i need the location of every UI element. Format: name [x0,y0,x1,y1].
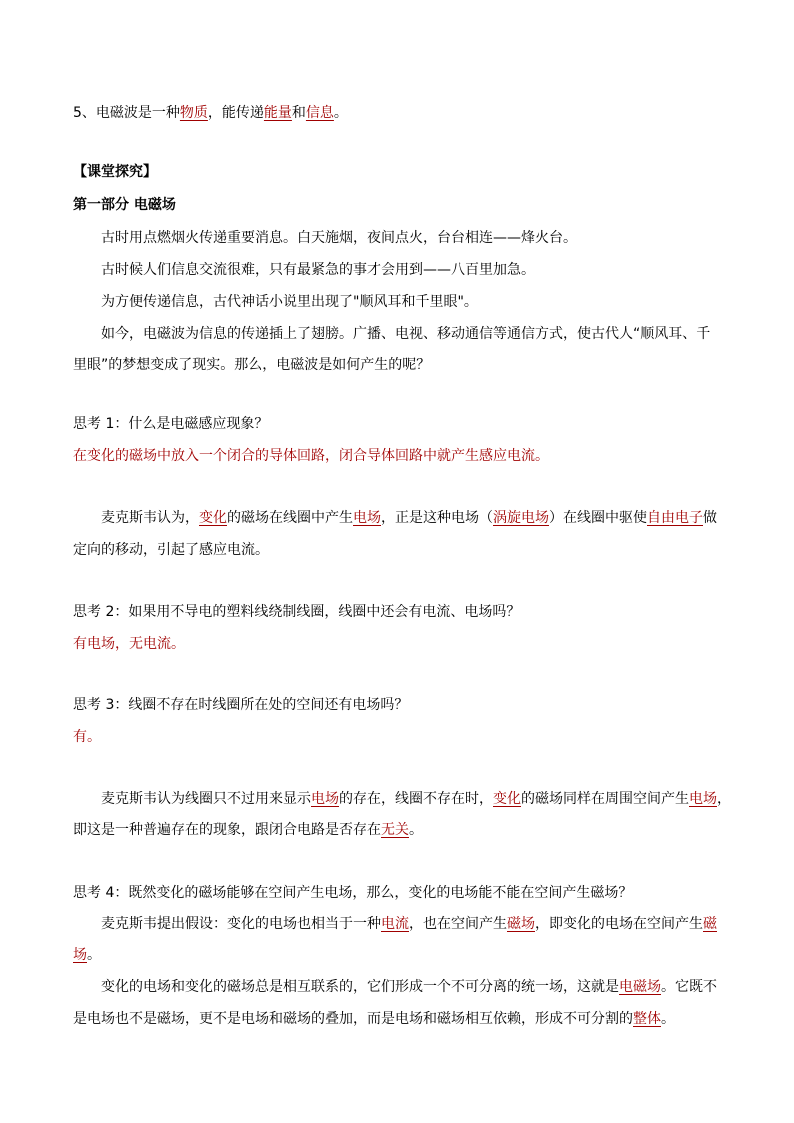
question-4 [73,883,733,903]
question-2 [73,602,733,622]
paragraph-line [73,945,733,965]
answer-blank: 变化 [199,510,227,526]
text: ，即变化的电场在空间产生 [535,916,703,932]
text: ，也在空间产生 [409,916,507,932]
answer-blank: 磁场 [507,916,535,932]
text: 。 [333,105,348,121]
text: 【课堂探究】 [73,164,157,180]
answer-blank: 自由电子 [647,510,703,526]
answer-blank: 能量 [263,105,292,121]
text: 的磁场同样在周围空间产生 [521,791,689,807]
text: ）在线圈中驱使 [549,510,647,526]
text: 思考 3：线圈不存在时线圈所在处的空间还有电场吗？ [73,697,409,713]
text: 和 [291,105,306,121]
paragraph-line [101,292,761,312]
text: 有。 [73,729,101,745]
answer-blank: 磁 [703,916,717,932]
text: 麦克斯韦认为线圈只不过用来显示 [101,791,311,807]
text: 5、电磁波是一种 [73,105,180,121]
text: 古时候人们信息交流很难，只有最紧急的事才会用到——八百里加急。 [101,262,535,278]
text: 如今，电磁波为信息的传递插上了翅膀。广播、电视、移动通信等通信方式，使古代人“顺风耳、千 [101,326,711,342]
text: 。 [661,1011,675,1027]
text: 。它既不 [661,979,717,995]
text: 做 [703,510,717,526]
answer-blank: 无关 [381,822,409,838]
text: 麦克斯韦认为， [101,510,199,526]
answer-blank: 物质 [179,105,208,121]
text: 有电场，无电流。 [73,636,185,652]
text: 在变化的磁场中放入一个闭合的导体回路，闭合导体回路中就产生感应电流。 [73,448,549,464]
text: 定向的移动，引起了感应电流。 [73,542,269,558]
answer-3 [73,727,733,747]
text: ，能传递 [207,105,264,121]
text: 。 [87,947,101,963]
question-1 [73,414,733,434]
paragraph-line [101,977,761,997]
text: 为方便传递信息，古代神话小说里出现了"顺风耳和千里眼"。 [101,294,478,310]
text: ， [717,791,731,807]
answer-blank: 整体 [633,1011,661,1027]
answer-blank: 电场 [311,791,339,807]
line-item-5 [73,103,733,123]
text: 古时用点燃烟火传递重要消息。白天施烟，夜间点火，台台相连——烽火台。 [101,230,577,246]
text: 思考 4：既然变化的磁场能够在空间产生电场，那么，变化的电场能不能在空间产生磁场？ [73,885,633,901]
text: 。 [409,822,423,838]
answer-blank: 电场 [689,791,717,807]
paragraph-line [101,914,761,934]
text: 的存在，线圈不存在时， [339,791,493,807]
text: 麦克斯韦提出假设：变化的电场也相当于一种 [101,916,381,932]
text: 变化的电场和变化的磁场总是相互联系的，它们形成一个不可分离的统一场，这就是 [101,979,619,995]
paragraph-line [73,540,733,560]
part-title [73,195,733,215]
paragraph-line [101,260,761,280]
text: 第一部分 电磁场 [73,197,176,213]
text: 是电场也不是磁场，更不是电场和磁场的叠加，而是电场和磁场相互依赖，形成不可分割的 [73,1011,633,1027]
paragraph-line [101,789,761,809]
text: 思考 1：什么是电磁感应现象？ [73,416,269,432]
paragraph-line [73,355,733,375]
answer-blank: 电磁场 [619,979,661,995]
text: 里眼”的梦想变成了现实。那么，电磁波是如何产生的呢？ [73,357,431,373]
text: 的磁场在线圈中产生 [227,510,353,526]
answer-blank: 电场 [353,510,381,526]
answer-blank: 涡旋电场 [493,510,549,526]
paragraph-line [101,508,761,528]
paragraph-line [101,324,761,344]
paragraph-line [73,820,733,840]
answer-blank: 电流 [381,916,409,932]
answer-2 [73,634,733,654]
text: 思考 2：如果用不导电的塑料线绕制线圈，线圈中还会有电流、电场吗？ [73,604,521,620]
question-3 [73,695,733,715]
answer-1 [73,446,733,466]
answer-blank: 信息 [305,105,334,121]
answer-blank: 场 [73,947,87,963]
section-heading [73,162,733,182]
answer-blank: 变化 [493,791,521,807]
paragraph-line [73,1009,733,1029]
paragraph-line [101,228,761,248]
text: 即这是一种普遍存在的现象，跟闭合电路是否存在 [73,822,381,838]
text: ，正是这种电场（ [381,510,493,526]
